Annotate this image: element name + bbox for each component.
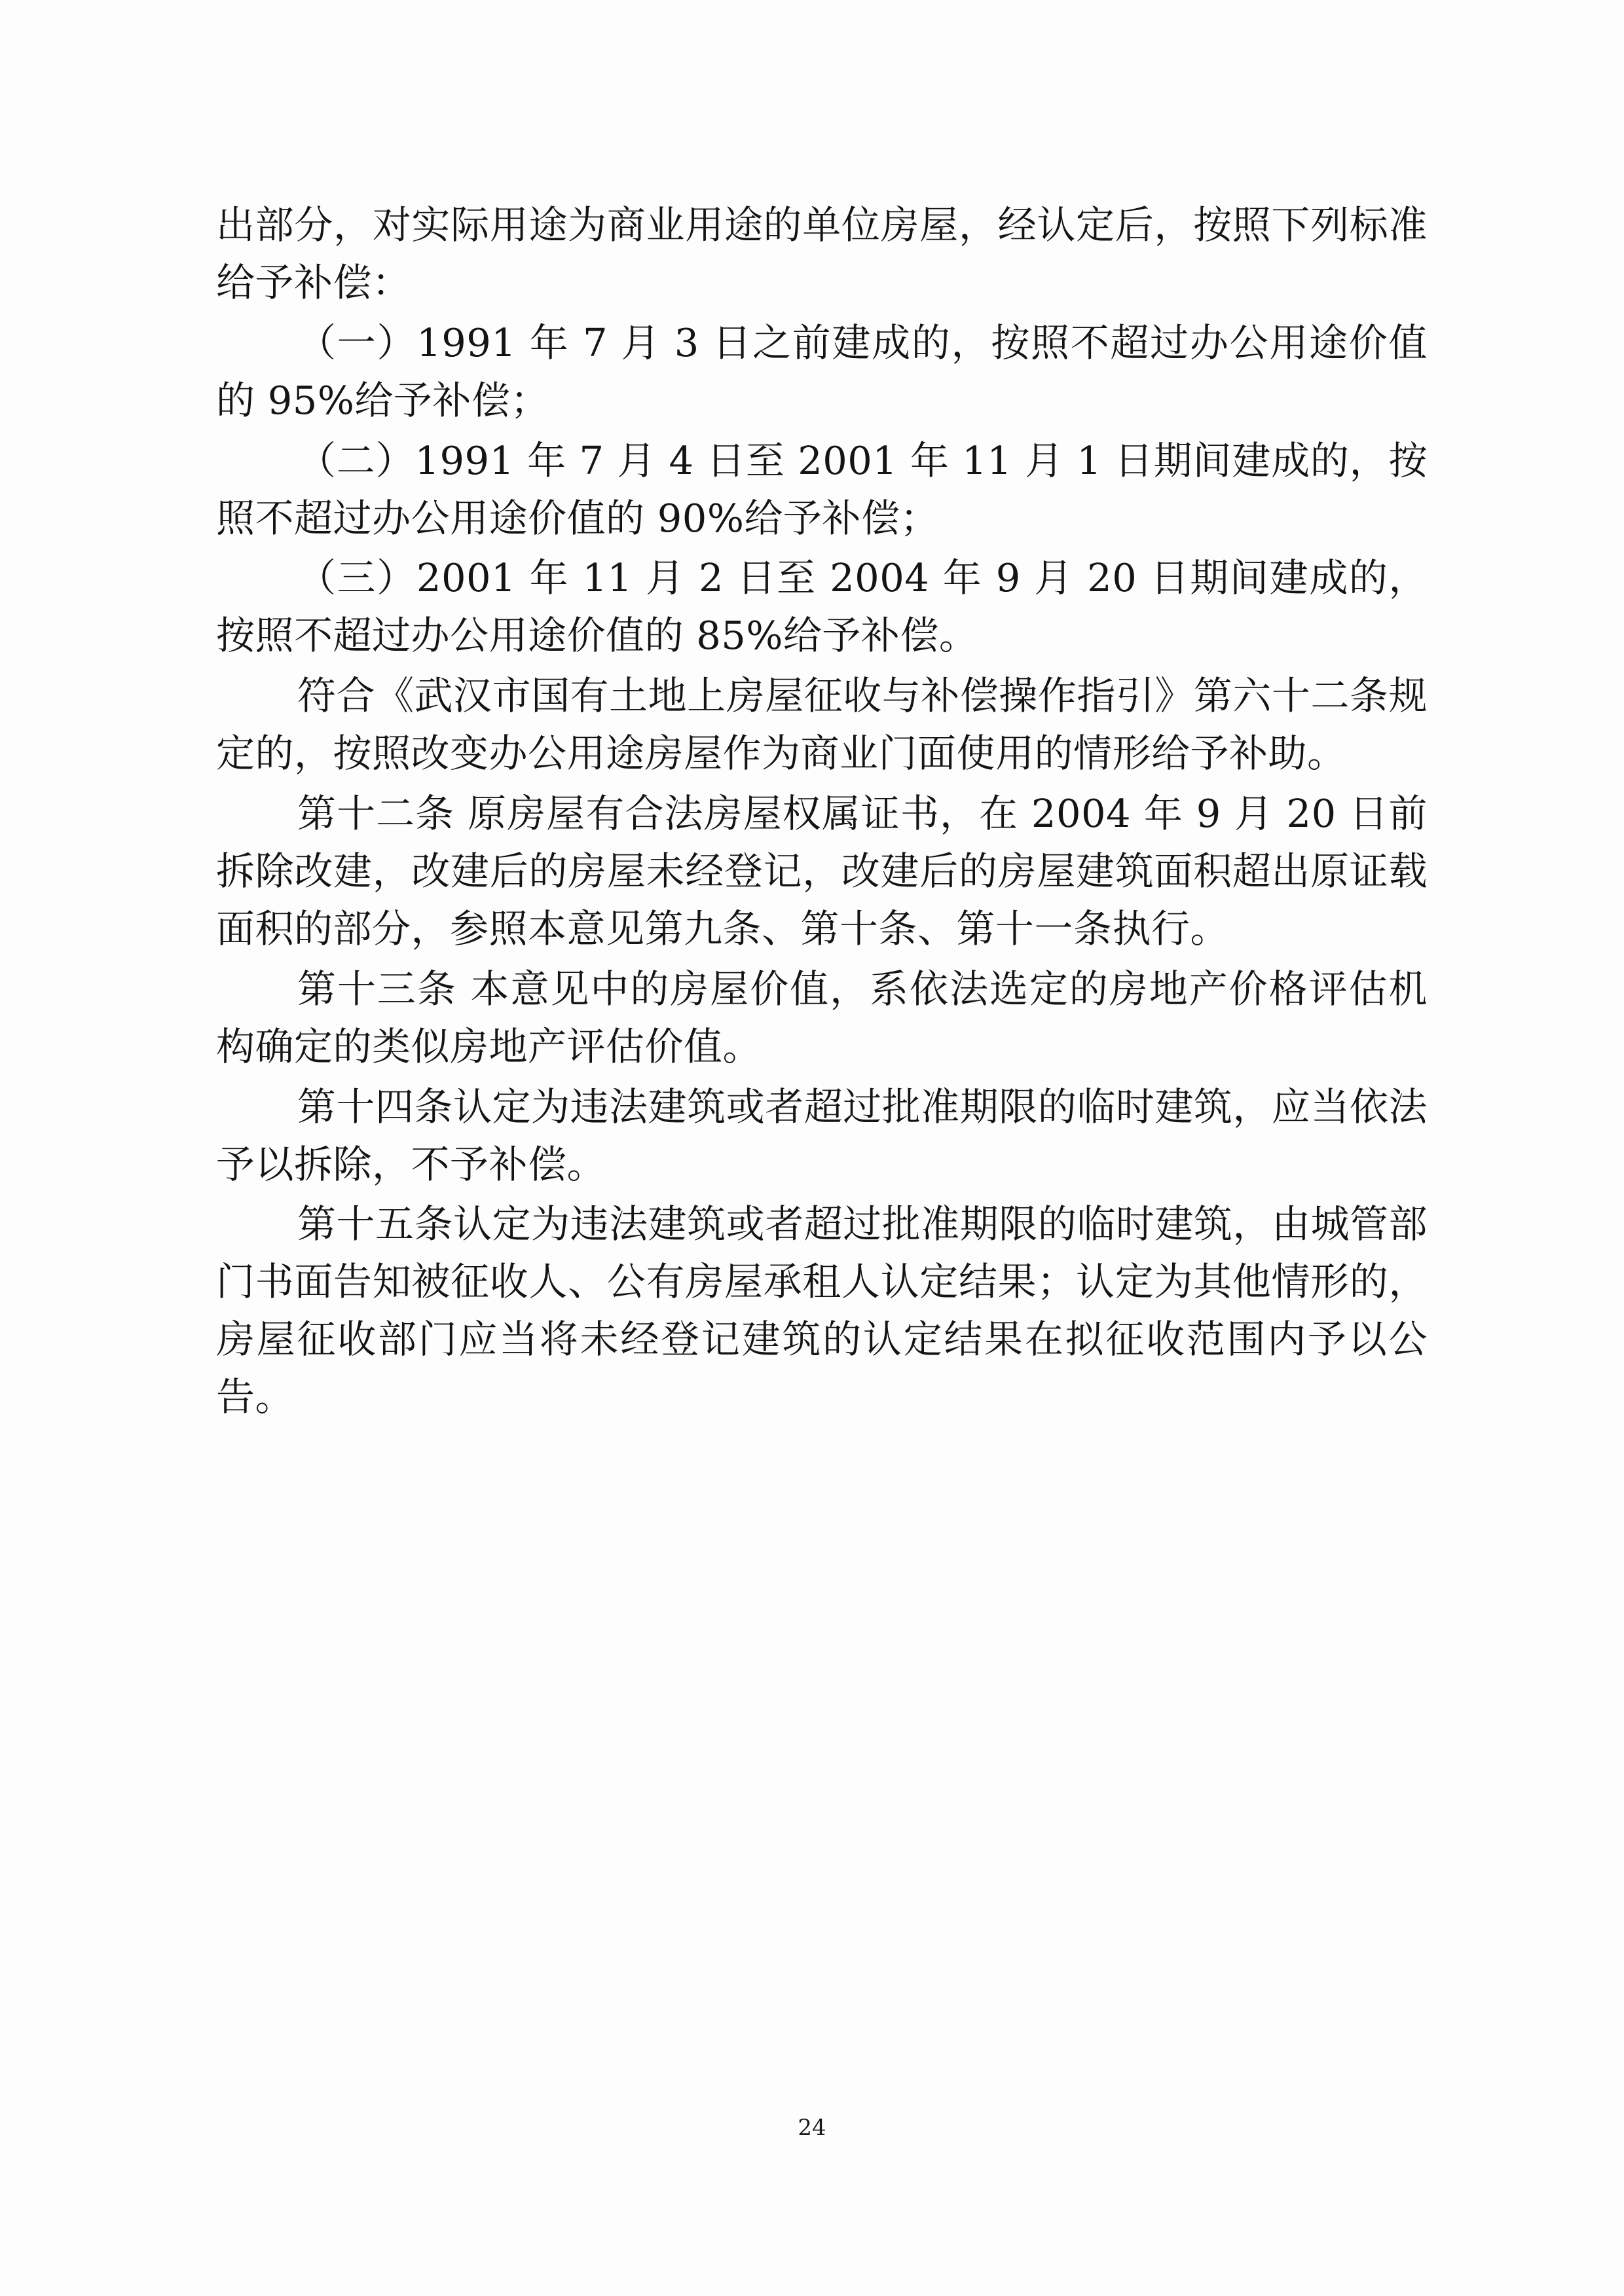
- paragraph: 第十二条 原房屋有合法房屋权属证书，在 2004 年 9 月 20 日前拆除改建，改建后的房屋未经登记，改建后的房屋建筑面积超出原证载面积的部分，参照本意见第九条、第十条、第十一条执行。: [216, 791, 1428, 951]
- paragraph: 第十三条 本意见中的房屋价值，系依法选定的房地产价格评估机构确定的类似房地产评估价值。: [216, 966, 1428, 1069]
- document-body: [216, 196, 1428, 1429]
- paragraph: （二）1991 年 7 月 4 日至 2001 年 11 月 1 日期间建成的，按照不超过办公用途价值的 90%给予补偿；: [216, 437, 1428, 541]
- page-number: 24: [798, 2115, 826, 2141]
- paragraph: （一）1991 年 7 月 3 日之前建成的，按照不超过办公用途价值的 95%给予补偿；: [216, 319, 1428, 423]
- paragraph: 第十四条认定为违法建筑或者超过批准期限的临时建筑，应当依法予以拆除，不予补偿。: [216, 1084, 1428, 1187]
- paragraph: （三）2001 年 11 月 2 日至 2004 年 9 月 20 日期间建成的，按照不超过办公用途价值的 85%给予补偿。: [216, 555, 1428, 659]
- paragraph: 符合《武汉市国有土地上房屋征收与补偿操作指引》第六十二条规定的，按照改变办公用途房屋作为商业门面使用的情形给予补助。: [216, 673, 1428, 776]
- paragraph: 第十五条认定为违法建筑或者超过批准期限的临时建筑，由城管部门书面告知被征收人、公有房屋承租人认定结果；认定为其他情形的，房屋征收部门应当将未经登记建筑的认定结果在拟征收范围内予以公告。: [216, 1201, 1428, 1420]
- paragraph: 出部分，对实际用途为商业用途的单位房屋，经认定后，按照下列标准给予补偿：: [216, 202, 1428, 305]
